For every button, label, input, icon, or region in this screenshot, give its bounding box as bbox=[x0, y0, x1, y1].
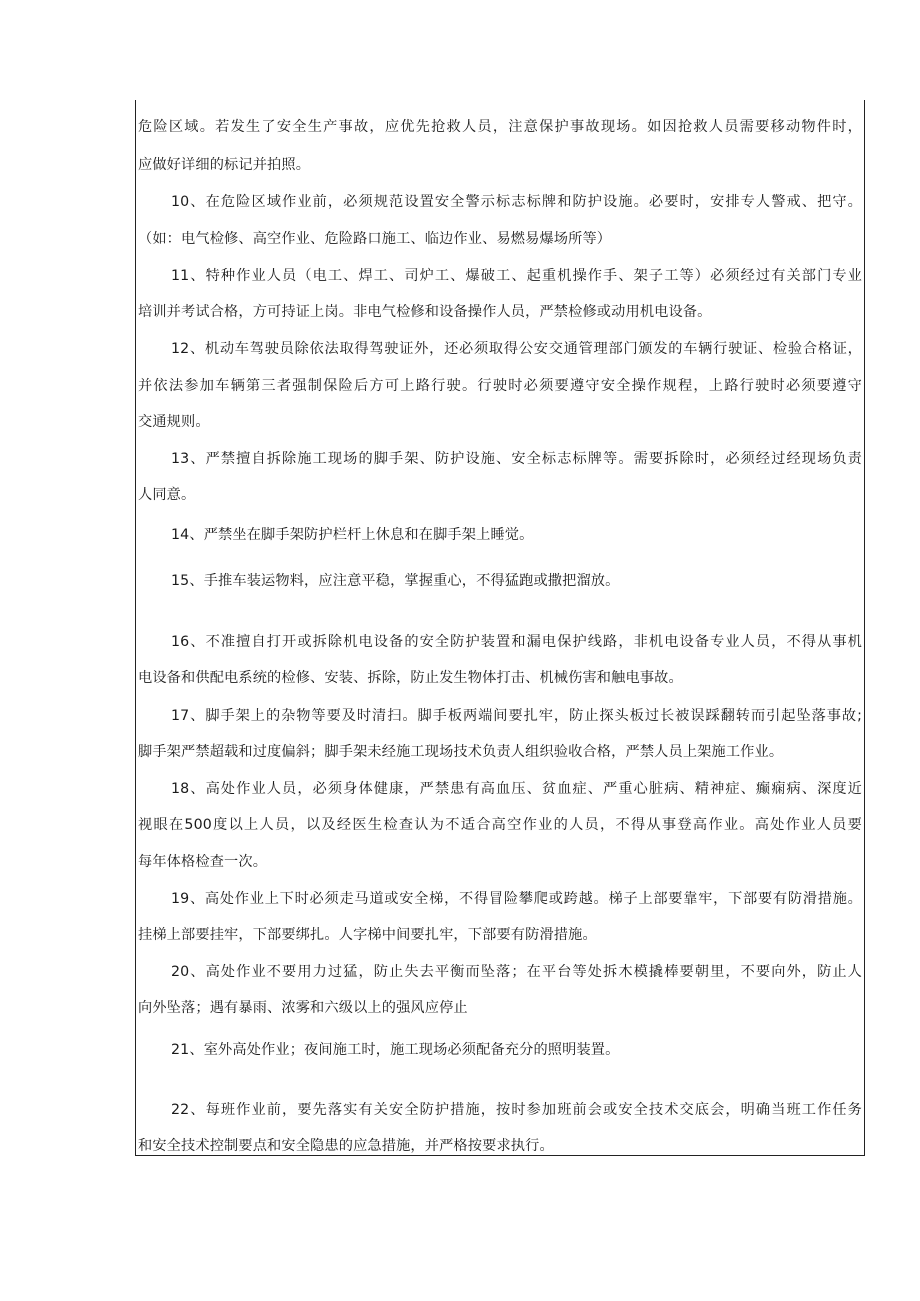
text-line: 脚手架严禁超载和过度偏斜；脚手架未经施工现场技术负责人组织验收合格，严禁人员上架施工作业。 bbox=[138, 744, 784, 760]
text-line: 视眼在500度以上人员，以及经医生检查认为不适合高空作业的人员，不得从事登高作业。高处作业人员要 bbox=[138, 817, 862, 833]
text-line: 22、每班作业前，要先落实有关安全防护措施，按时参加班前会或安全技术交底会，明确当班工作任务 bbox=[171, 1102, 862, 1118]
text-line: （如：电气检修、高空作业、危险路口施工、临边作业、易燃易爆场所等） bbox=[138, 231, 612, 247]
text-line: 10、在危险区域作业前，必须规范设置安全警示标志标牌和防护设施。必要时，安排专人警戒、把守。 bbox=[171, 194, 862, 210]
text-line: 21、室外高处作业；夜间施工时，施工现场必须配备充分的照明装置。 bbox=[171, 1042, 620, 1058]
text-line: 电设备和供配电系统的检修、安装、拆除，防止发生物体打击、机械伤害和触电事故。 bbox=[138, 670, 683, 686]
text-line: 并依法参加车辆第三者强制保险后方可上路行驶。行驶时必须要遵守安全操作规程，上路行驶时必须要遵守 bbox=[138, 378, 862, 394]
text-line: 人同意。 bbox=[138, 487, 196, 503]
text-line: 培训并考试合格，方可持证上岗。非电气检修和设备操作人员，严禁检修或动用机电设备。 bbox=[138, 304, 712, 320]
text-line: 14、严禁坐在脚手架防护栏杆上休息和在脚手架上睡觉。 bbox=[171, 527, 534, 543]
text-line: 12、机动车驾驶员除依法取得驾驶证外，还必须取得公安交通管理部门颁发的车辆行驶证、检验合格证， bbox=[171, 341, 862, 357]
text-line: 向外坠落；遇有暴雨、浓雾和六级以上的强风应停止 bbox=[138, 1000, 468, 1016]
text-line: 挂梯上部要挂牢，下部要绑扎。人字梯中间要扎牢，下部要有防滑措施。 bbox=[138, 927, 597, 943]
text-line: 每年体格检查一次。 bbox=[138, 854, 268, 870]
text-line: 和安全技术控制要点和安全隐患的应急措施，并严格按要求执行。 bbox=[138, 1138, 554, 1154]
text-line: 13、严禁擅自拆除施工现场的脚手架、防护设施、安全标志标牌等。需要拆除时，必须经过经现场负责 bbox=[171, 451, 862, 467]
text-line: 16、不准擅自打开或拆除机电设备的安全防护装置和漏电保护线路，非机电设备专业人员，不得从事机 bbox=[171, 634, 862, 650]
text-line: 应做好详细的标记并拍照。 bbox=[138, 157, 311, 173]
text-line: 15、手推车装运物料，应注意平稳，掌握重心，不得猛跑或撒把溜放。 bbox=[171, 573, 620, 589]
text-line: 19、高处作业上下时必须走马道或安全梯，不得冒险攀爬或跨越。梯子上部要靠牢，下部要有防滑措施。 bbox=[171, 891, 862, 907]
text-line: 17、脚手架上的杂物等要及时清扫。脚手板两端间要扎牢，防止探头板过长被误踩翻转而引起坠落事故; bbox=[171, 708, 862, 724]
text-line: 危险区域。若发生了安全生产事故，应优先抢救人员，注意保护事故现场。如因抢救人员需要移动物件时， bbox=[138, 119, 862, 135]
text-line: 18、高处作业人员，必须身体健康，严禁患有高血压、贫血症、严重心脏病、精神症、癫痫病、深度近 bbox=[171, 781, 862, 797]
text-line: 20、高处作业不要用力过猛，防止失去平衡而坠落；在平台等处拆木模撬棒要朝里，不要向外，防止人 bbox=[171, 964, 862, 980]
text-line: 11、特种作业人员（电工、焊工、司炉工、爆破工、起重机操作手、架子工等）必须经过有关部门专业 bbox=[171, 268, 862, 284]
text-line: 交通规则。 bbox=[138, 414, 210, 430]
